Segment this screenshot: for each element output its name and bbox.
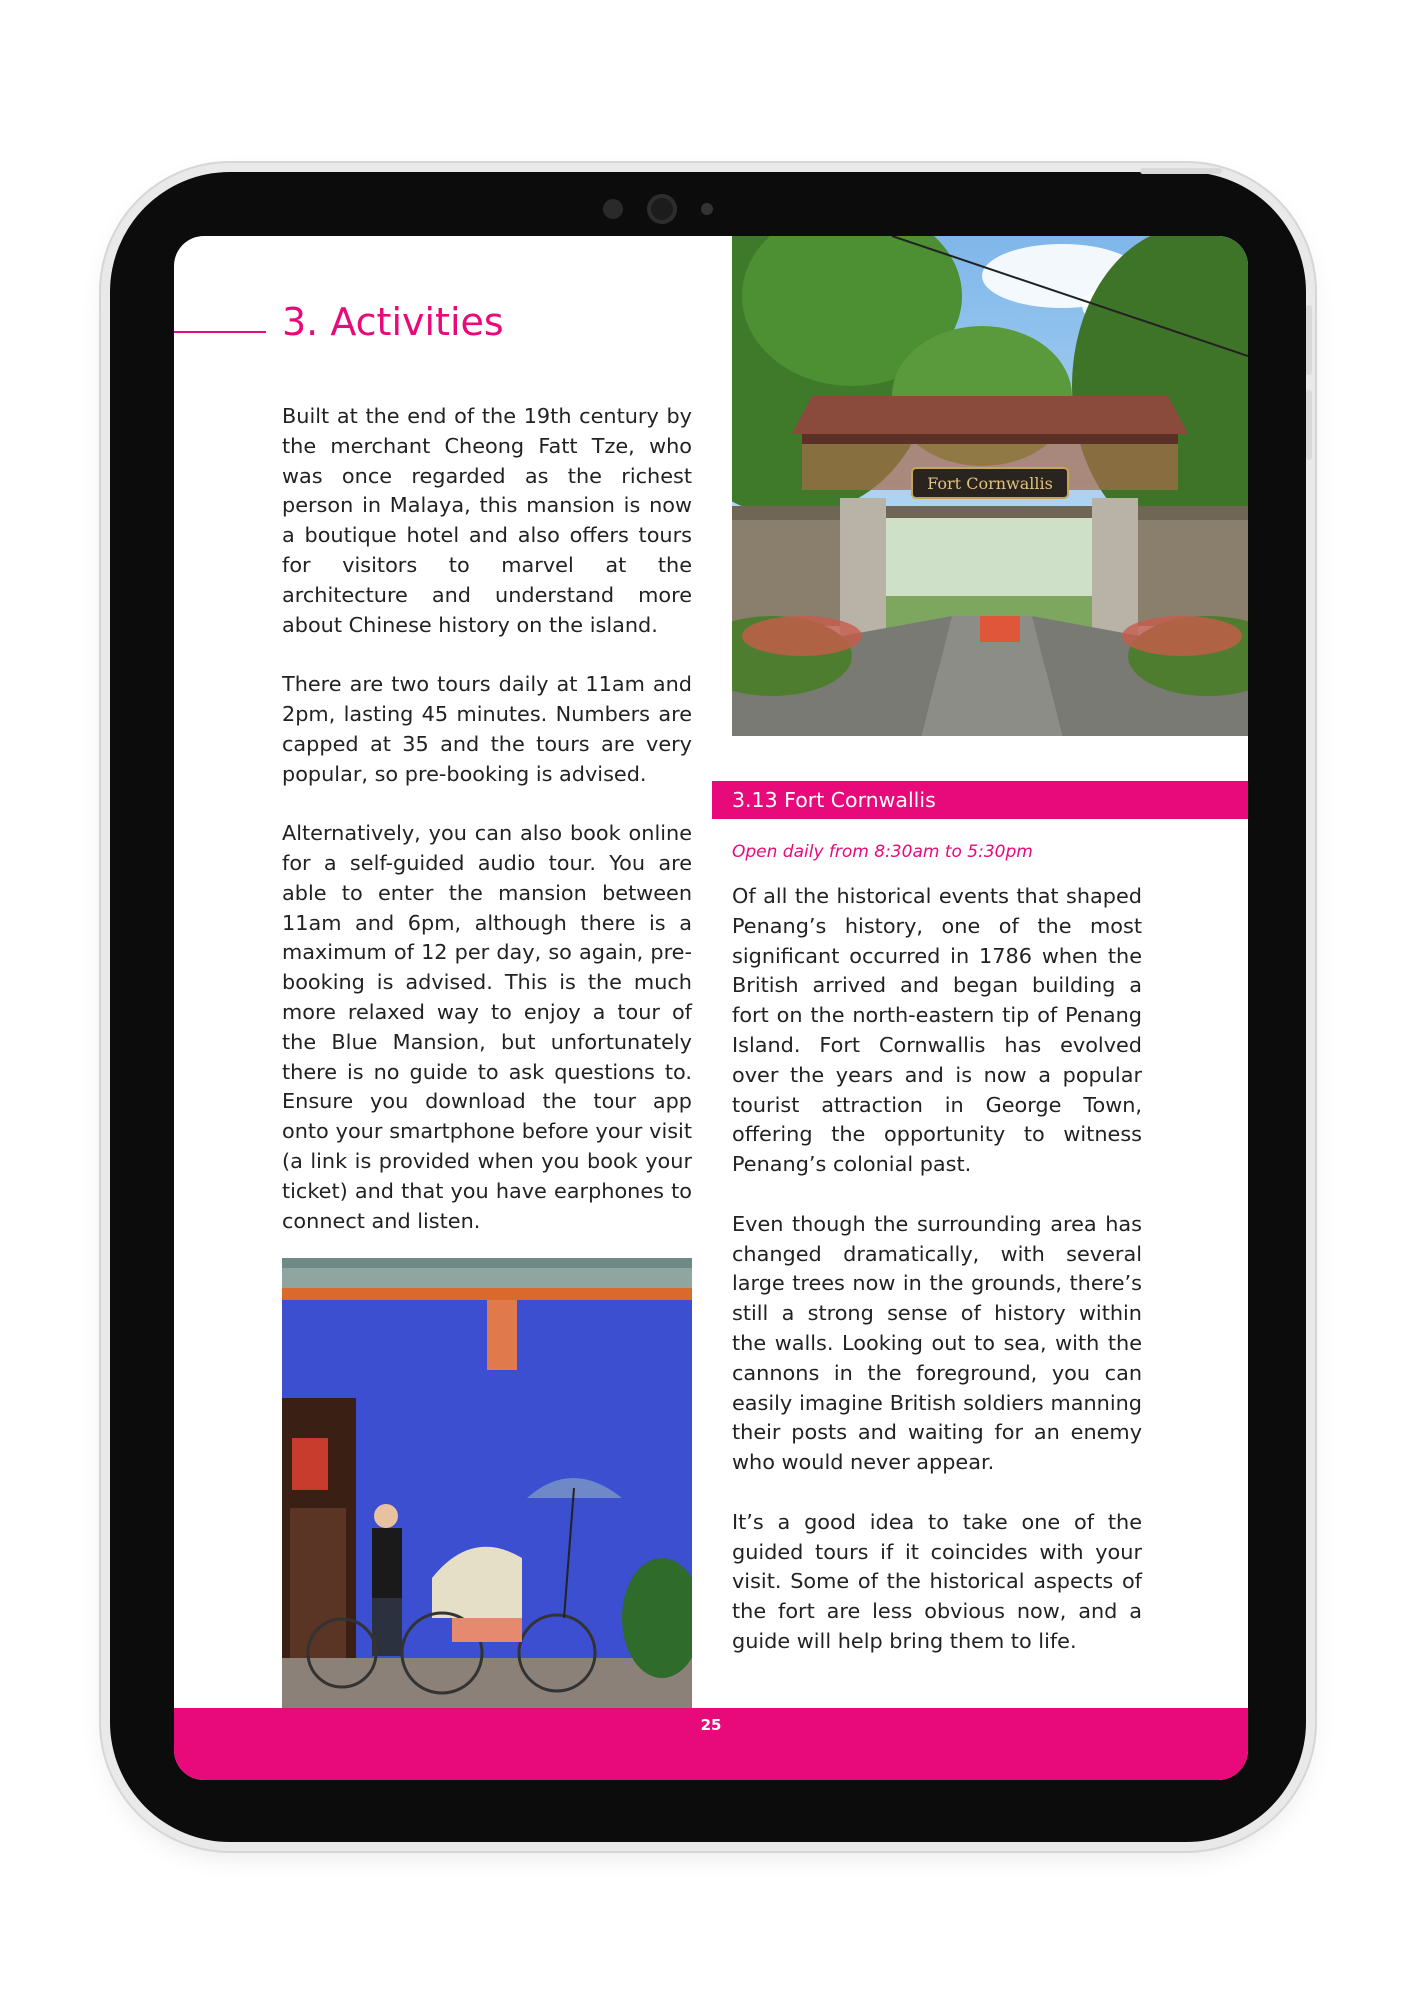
page-number: 25 <box>700 1716 722 1734</box>
left-column-text <box>282 402 692 1266</box>
section-title: 3.13 Fort Cornwallis <box>732 788 936 812</box>
heading-rule <box>174 331 266 333</box>
fort-cornwallis-photo <box>732 236 1248 736</box>
page-footer <box>174 1708 1248 1780</box>
section-title-bar <box>712 781 1248 819</box>
section-heading: 3. Activities <box>282 300 504 344</box>
paragraph: Of all the historical events that shaped Penang’s history, one of the most significant occurred in 1786 when the British arrived and began building a fort on the north-eastern tip of Penang Island. Fort Cornwallis has evolved over the years and is now a popular tourist attraction in George Town, offering the opportunity to witness Penang’s colonial past. <box>732 884 1142 1177</box>
paragraph: There are two tours daily at 11am and 2pm, lasting 45 minutes. Numbers are capped at 35 and the tours are very popular, so pre-booking is advised. <box>282 672 692 786</box>
tablet-volume-down-button <box>1306 390 1312 460</box>
paragraph: Even though the surrounding area has changed dramatically, with several large trees now in the grounds, there’s still a strong sense of history within the walls. Looking out to sea, with the cannons in the foreground, you can easily imagine British soldiers manning their posts and waiting for an enemy who would never appear. <box>732 1211 1142 1475</box>
right-column-text <box>732 882 1142 1687</box>
paragraph: It’s a good idea to take one of the guided tours if it coincides with your visit. Some of the historical aspects of the fort are less obvious now, and a guide will help bring them to life. <box>732 1509 1142 1653</box>
blue-mansion-photo <box>282 1258 692 1708</box>
paragraph: Alternatively, you can also book online for a self-guided audio tour. You are able to enter the mansion between 11am and 6pm, although there is a maximum of 12 per day, so again, pre-booking is advised. This is the much more relaxed way to enjoy a tour of the Blue Mansion, but unfortunately there is no guide to ask questions to. Ensure you download the tour app onto your smartphone before your visit (a link is provided when you book your ticket) and that you have earphones to connect and listen. <box>282 821 692 1233</box>
tablet-top-button <box>1140 168 1222 174</box>
fort-sign-text: Fort Cornwallis <box>927 474 1053 493</box>
ebook-page <box>174 236 1248 1780</box>
light-sensor-icon <box>701 203 713 215</box>
opening-hours: Open daily from 8:30am to 5:30pm <box>732 842 1033 862</box>
tablet-volume-up-button <box>1306 305 1312 375</box>
paragraph: Built at the end of the 19th century by the merchant Cheong Fatt Tze, who was once regarded as the richest person in Malaya, this mansion is now a boutique hotel and also offers tours for visitors to marvel at the architecture and understand more about Chinese history on the island. <box>282 404 692 637</box>
front-camera-icon <box>647 194 677 224</box>
sensor-dot-icon <box>603 199 623 219</box>
